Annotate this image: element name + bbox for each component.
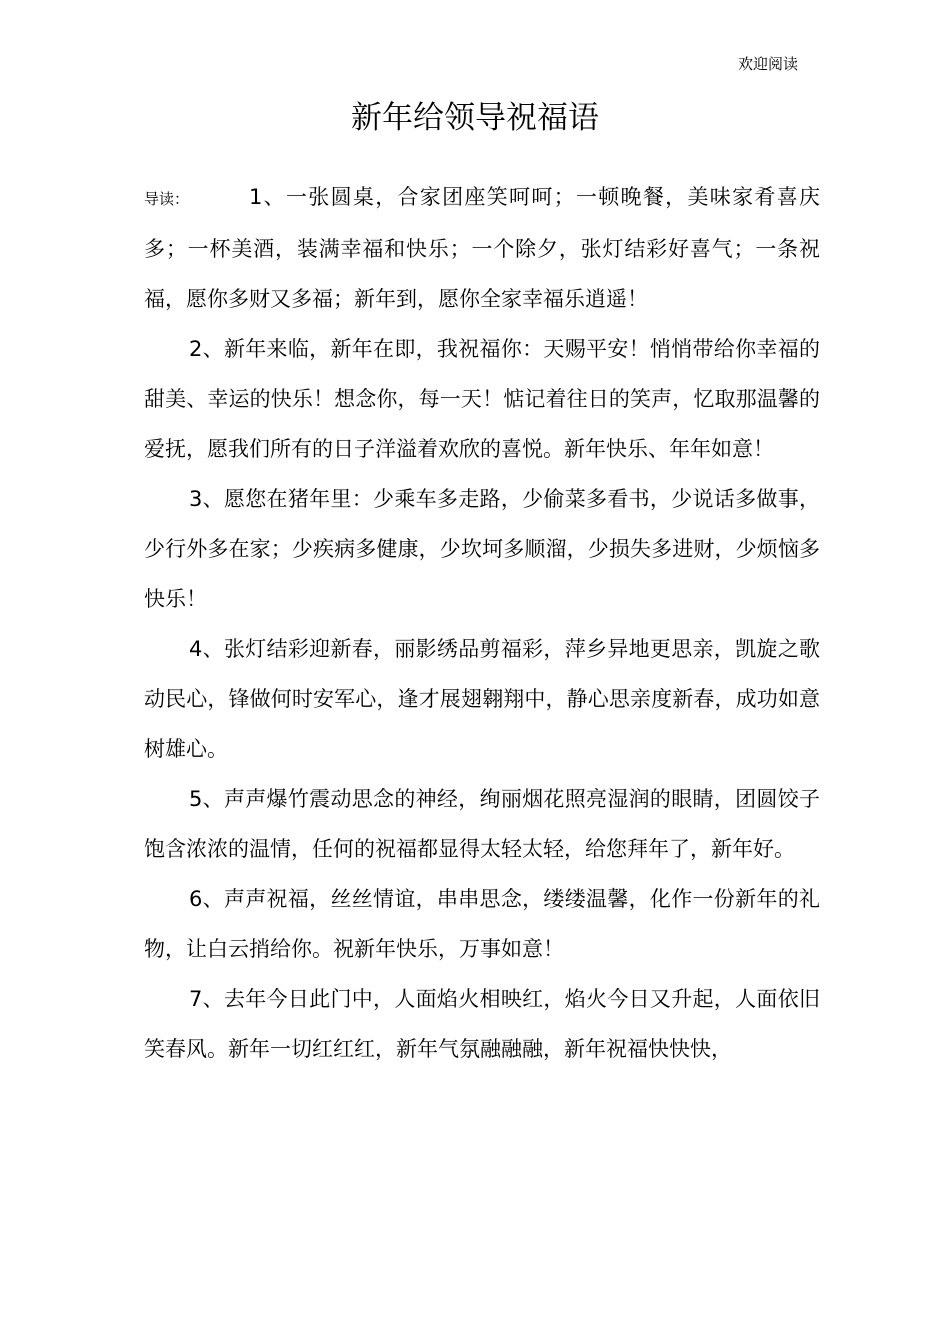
intro-label: 导读： <box>144 190 190 208</box>
paragraph-1 <box>144 172 820 324</box>
paragraph-4: 4、张灯结彩迎新春，丽影绣品剪福彩，萍乡异地更思亲，凯旋之歌动民心，锋做何时安军心，逢才展翅翱翔中，静心思亲度新春，成功如意树雄心。 <box>144 637 820 761</box>
paragraph-5: 5、声声爆竹震动思念的神经，绚丽烟花照亮湿润的眼睛，团圆饺子饱含浓浓的温情，任何的祝福都显得太轻太轻，给您拜年了，新年好。 <box>144 787 820 861</box>
paragraph-3: 3、愿您在猪年里：少乘车多走路，少偷菜多看书，少说话多做事，少行外多在家；少疾病多健康，少坎坷多顺溜，少损失多进财，少烦恼多快乐！ <box>144 487 820 611</box>
document-body <box>144 172 820 1074</box>
paragraph-2: 2、新年来临，新年在即，我祝福你：天赐平安！悄悄带给你幸福的甜美、幸运的快乐！想念你，每一天！惦记着往日的笑声，忆取那温馨的爱抚，愿我们所有的日子洋溢着欢欣的喜悦。新年快乐、年年如意！ <box>144 337 820 461</box>
paragraph-7: 7、去年今日此门中，人面焰火相映红，焰火今日又升起，人面依旧笑春风。新年一切红红红，新年气氛融融融，新年祝福快快快， <box>144 987 820 1061</box>
paragraph-6: 6、声声祝福，丝丝情谊，串串思念，缕缕温馨，化作一份新年的礼物，让白云捎给你。祝新年快乐，万事如意！ <box>144 887 820 961</box>
document-title: 新年给领导祝福语 <box>351 100 599 136</box>
header-note: 欢迎阅读 <box>737 55 798 73</box>
paragraph-text: 1、一张圆桌，合家团座笑呵呵；一顿晚餐，美味家肴喜庆多；一杯美酒，装满幸福和快乐；一个除夕，张灯结彩好喜气；一条祝福，愿你多财又多福；新年到，愿你全家幸福乐逍遥！ <box>144 185 820 311</box>
